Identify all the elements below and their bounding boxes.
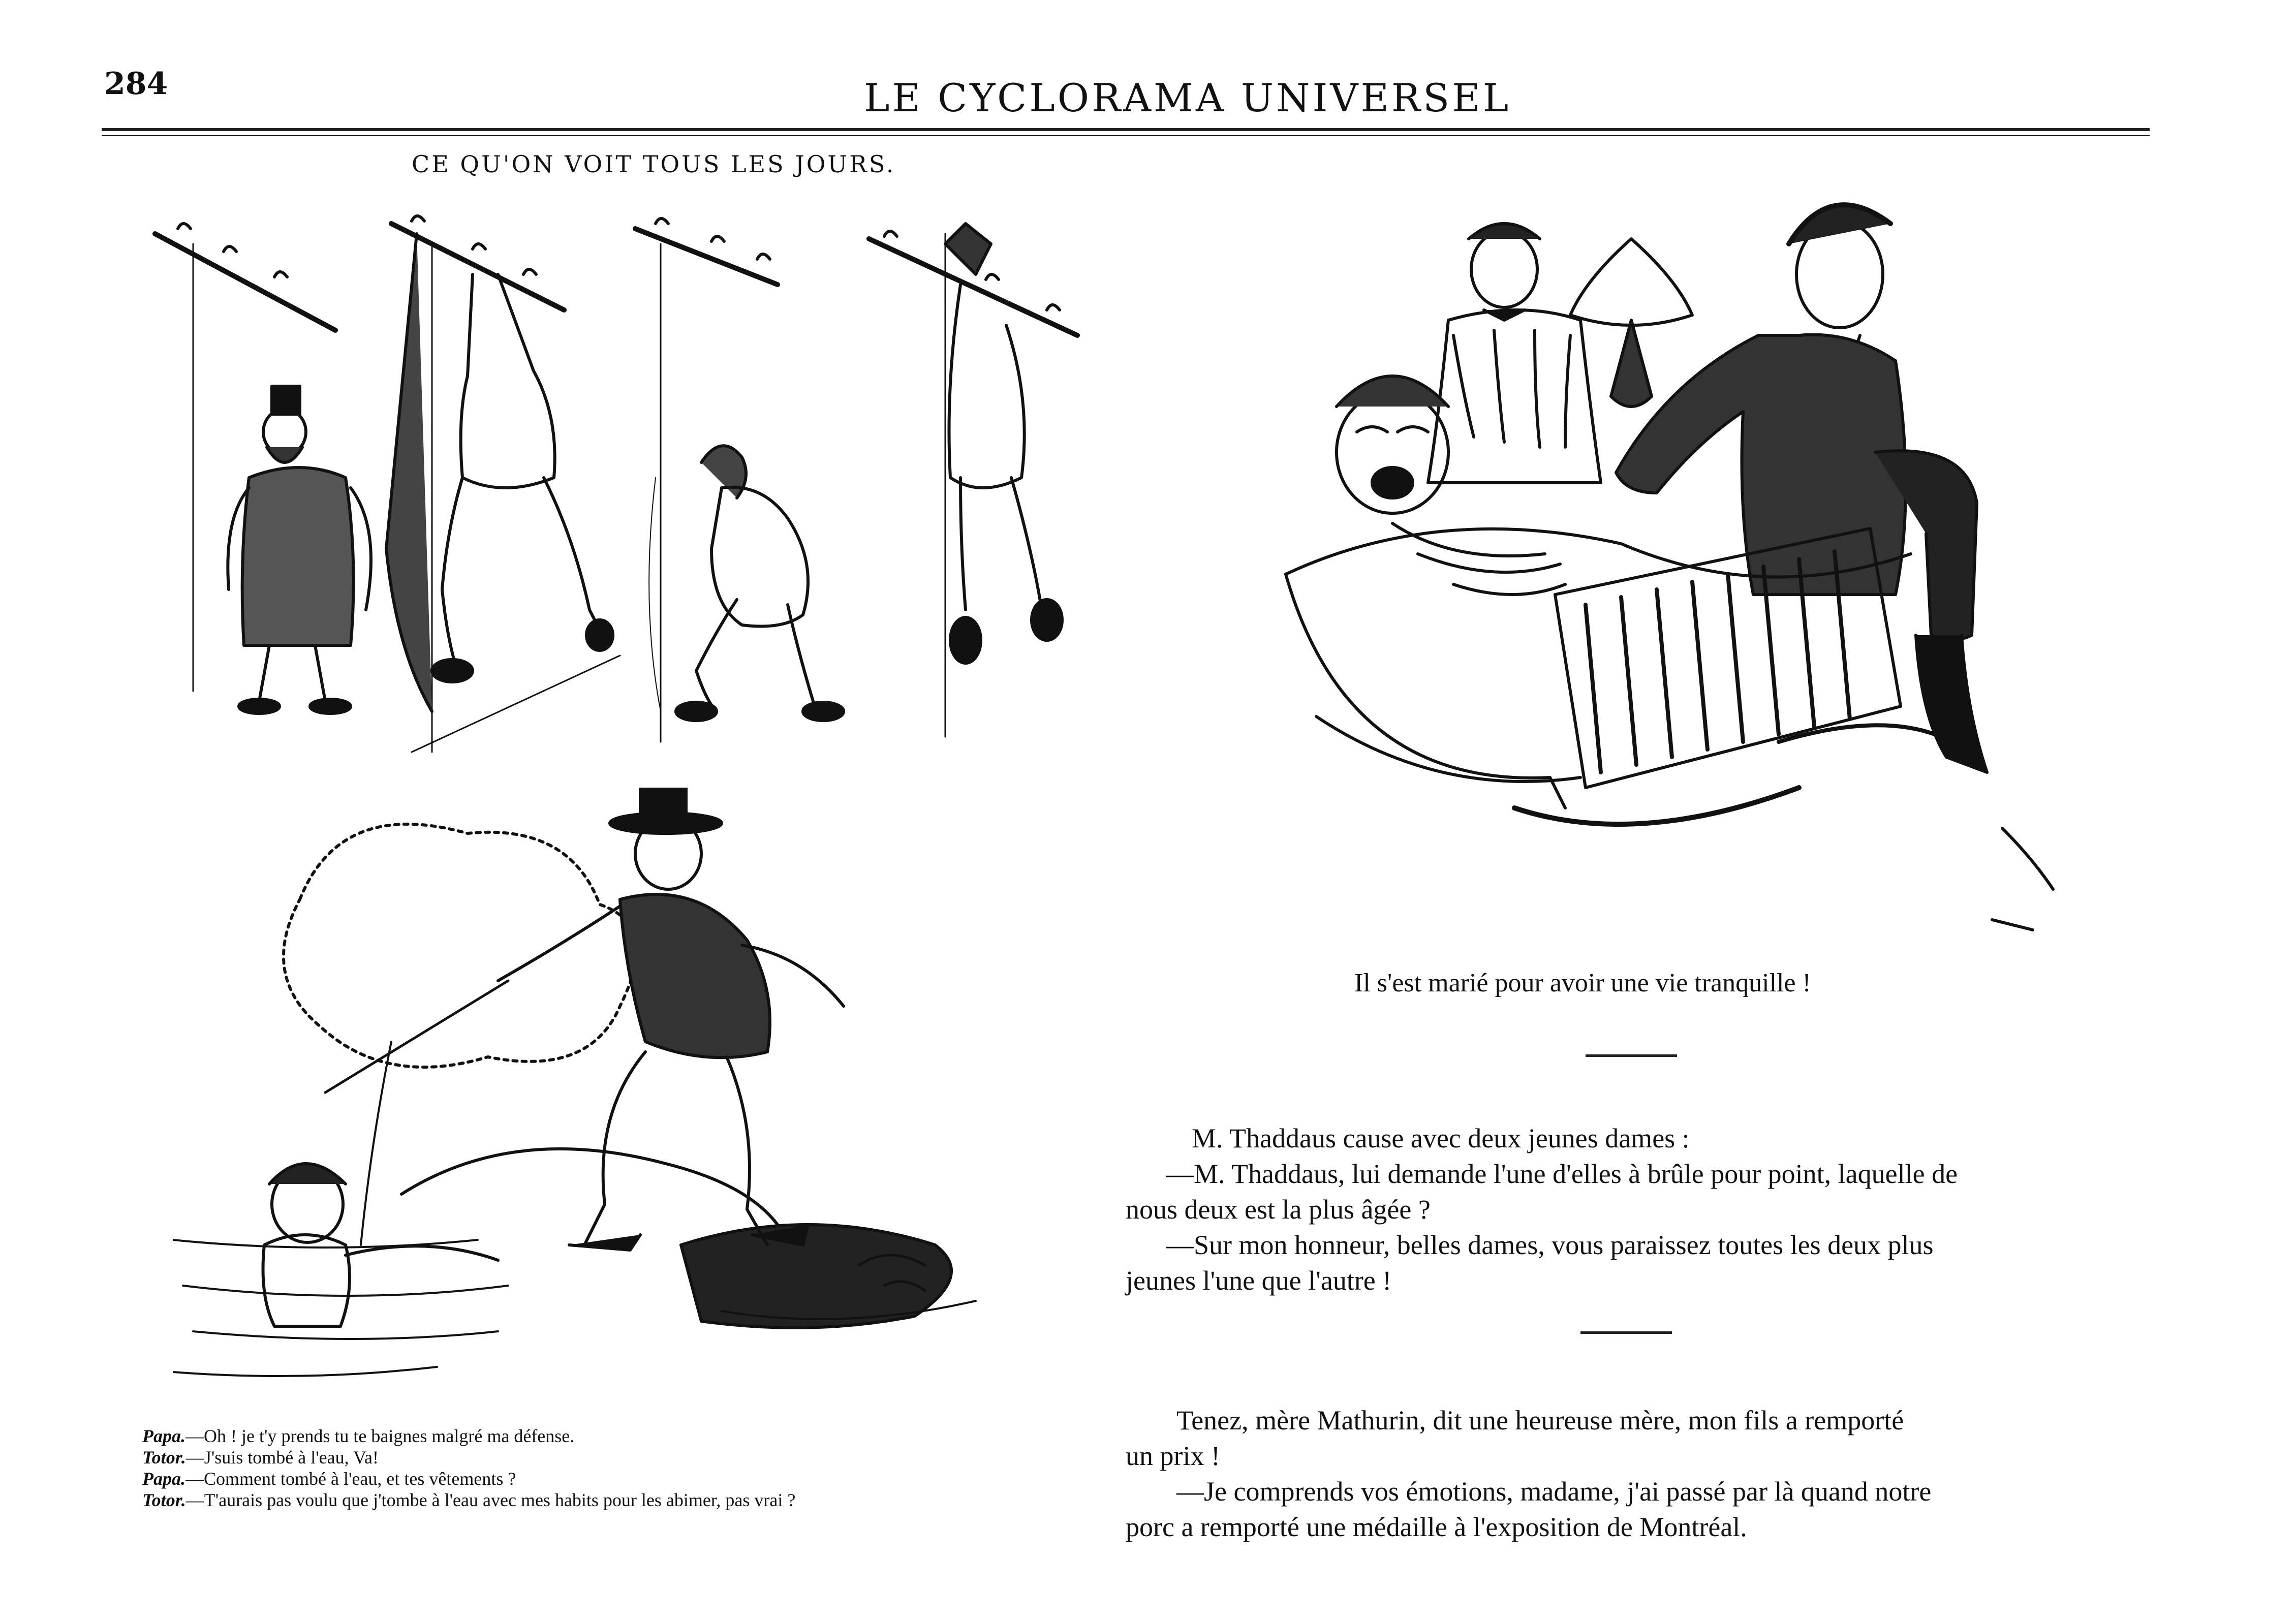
dialogue-line bbox=[142, 1489, 1088, 1511]
dialogue-line bbox=[142, 1447, 1088, 1468]
comic-strip-illustration bbox=[147, 193, 1118, 772]
page-number: 284 bbox=[104, 66, 168, 102]
anecdote-line: —Sur mon honneur, belles dames, vous paraissez toutes les deux plus bbox=[1166, 1230, 1934, 1260]
anecdote-line: —M. Thaddaus, lui demande l'une d'elles à brûle pour point, laquelle de bbox=[1166, 1159, 1958, 1189]
dialogue-text: —Oh ! je t'y prends tu te baignes malgré ma défense. bbox=[185, 1426, 575, 1446]
dialogue-line bbox=[142, 1468, 1088, 1489]
anecdote-line: un prix ! bbox=[1126, 1441, 1220, 1471]
dialogue-speaker: Totor. bbox=[142, 1490, 186, 1510]
dialogue-speaker: Papa. bbox=[142, 1469, 185, 1489]
anecdote-line: Tenez, mère Mathurin, dit une heureuse mère, mon fils a remporté bbox=[1176, 1405, 1904, 1436]
wedded-illustration-caption: Il s'est marié pour avoir une vie tranquille ! bbox=[1354, 969, 1811, 997]
anecdote-line: jeunes l'une que l'autre ! bbox=[1126, 1265, 1392, 1296]
strip-panel-1 bbox=[155, 224, 371, 713]
strip-panel-4 bbox=[869, 224, 1077, 737]
strip-panel-3 bbox=[635, 219, 844, 742]
dialogue-line bbox=[142, 1425, 1088, 1447]
dialogue-text: —J'suis tombé à l'eau, Va! bbox=[185, 1447, 379, 1468]
header-rule bbox=[102, 128, 2150, 131]
thaddaus-anecdote bbox=[1126, 1120, 2142, 1298]
strip-panel-2 bbox=[386, 216, 620, 752]
father-son-dialogue bbox=[142, 1425, 1088, 1511]
dialogue-text: —Comment tombé à l'eau, et tes vêtements ? bbox=[185, 1469, 516, 1489]
anecdote-line: nous deux est la plus âgée ? bbox=[1126, 1194, 1431, 1225]
married-man-illustration bbox=[1240, 168, 2063, 950]
anecdote-line: —Je comprends vos émotions, madame, j'ai passé par là quand notre bbox=[1176, 1476, 1932, 1507]
section-divider bbox=[1580, 1331, 1672, 1334]
dialogue-text: —T'aurais pas voulu que j'tombe à l'eau avec mes habits pour les abimer, pas vrai ? bbox=[185, 1490, 796, 1510]
anecdote-line: M. Thaddaus cause avec deux jeunes dames : bbox=[1192, 1123, 1690, 1153]
mathurin-anecdote bbox=[1126, 1402, 2142, 1545]
journal-title: LE CYCLORAMA UNIVERSEL bbox=[864, 75, 1511, 120]
section-divider bbox=[1586, 1054, 1677, 1057]
header-rule-thin bbox=[102, 135, 2150, 136]
father-son-water-illustration bbox=[173, 788, 1123, 1418]
dialogue-speaker: Papa. bbox=[142, 1426, 185, 1446]
dialogue-speaker: Totor. bbox=[142, 1447, 186, 1468]
anecdote-line: porc a remporté une médaille à l'exposition de Montréal. bbox=[1126, 1512, 1747, 1542]
comic-strip-title: CE QU'ON VOIT TOUS LES JOURS. bbox=[412, 150, 896, 178]
